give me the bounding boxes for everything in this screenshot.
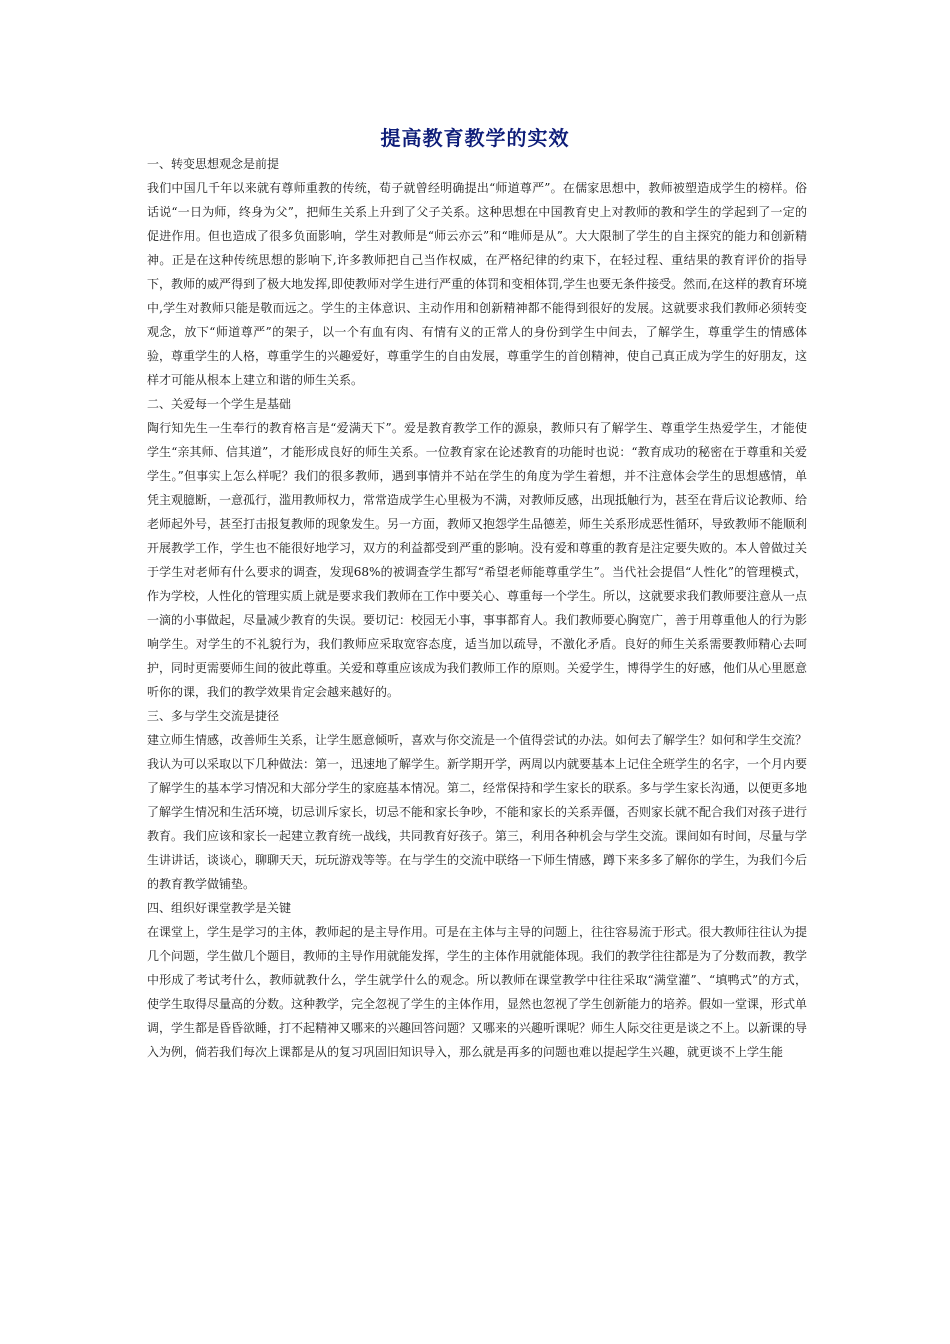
section-heading-1: 一、转变思想观念是前提 [147,157,280,171]
section-body-3: 建立师生情感，改善师生关系，让学生愿意倾听，喜欢与你交流是一个值得尝试的办法。如何去了解学生？如何和学生交流？我认为可以采取以下几种做法：第一，迅速地了解学生。新学期开学，两周以内就要基本上记住全班学生的名字，一个月内要了解学生的基本学习情况和大部分学生的家庭基本情况。第二，经常保持和学生家长的联系。多与学生家长沟通，以便更多地了解学生情况和生活环境，切忌训斥家长，切忌不能和家长争吵，不能和家长的关系弄僵，否则家长就不配合我们对孩子进行教育。我们应该和家长一起建立教育统一战线，共同教育好孩子。第三，利用各种机会与学生交流。课间如有时间，尽量与学生讲讲话，谈谈心，聊聊天天，玩玩游戏等等。在与学生的交流中联络一下师生情感，蹲下来多多了解你的学生，为我们今后的教育教学做铺垫。 [147,733,808,891]
document-title: 提高教育教学的实效 [380,126,570,150]
section-body-4: 在课堂上，学生是学习的主体，教师起的是主导作用。可是在主体与主导的问题上，往往容易流于形式。很大教师往往认为提几个问题，学生做几个题目，教师的主导作用就能发挥，学生的主体作用就能体现。我们的教学往往都是为了分数而教，教学中形成了考试考什么，教师就教什么，学生就学什么的观念。所以教师在课堂教学中往往采取“满堂灌”、“填鸭式”的方式，使学生取得尽量高的分数。这种教学，完全忽视了学生的主体作用，显然也忽视了学生创新能力的培养。假如一堂课，形式单调，学生都是昏昏欲睡，打不起精神又哪来的兴趣回答问题？又哪来的兴趣听课呢？师生人际交往更是谈之不上。以新课的导入为例，倘若我们每次上课都是从的复习巩固旧知识导入，那么就是再多的问题也难以提起学生兴趣，就更谈不上学生能 [147,925,808,1059]
section-heading-3: 三、多与学生交流是捷径 [147,709,280,723]
section-heading-4: 四、组织好课堂教学是关键 [147,901,292,915]
section-body-2: 陶行知先生一生奉行的教育格言是“爱满天下”。爱是教育教学工作的源泉，教师只有了解学生、尊重学生热爱学生，才能使学生“亲其师、信其道”，才能形成良好的师生关系。一位教育家在论述教育的功能时也说：“教育成功的秘密在于尊重和关爱学生。”但事实上怎么样呢？我们的很多教师，遇到事情并不站在学生的角度为学生着想，并不注意体会学生的思想感情，单凭主观臆断，一意孤行，滥用教师权力，常常造成学生心里极为不满，对教师反感，出现抵触行为，甚至在背后议论教师、给老师起外号，甚至打击报复教师的现象发生。另一方面，教师又抱怨学生品德差，师生关系形成恶性循环，导致教师不能顺利开展教学工作，学生也不能很好地学习，双方的利益都受到严重的影响。没有爱和尊重的教育是注定要失败的。本人曾做过关于学生对老师有什么要求的调查，发现68%的被调查学生都写“希望老师能尊重学生”。当代社会提倡“人性化”的管理模式，作为学校，人性化的管理实质上就是要求我们教师在工作中要关心、尊重每一个学生。所以，这就要求我们教师要注意从一点一滴的小事做起，尽量减少教育的失误。要切记：校园无小事，事事都育人。我们教师要心胸宽广，善于用尊重他人的行为影响学生。对学生的不礼貌行为，我们教师应采取宽容态度，适当加以疏导，不激化矛盾。良好的师生关系需要教师精心去呵护，同时更需要师生间的彼此尊重。关爱和尊重应该成为我们教师工作的原则。关爱学生，博得学生的好感，他们从心里愿意听你的课，我们的教学效果肯定会越来越好的。 [147,421,808,699]
section-body-1: 我们中国几千年以来就有尊师重教的传统，荀子就曾经明确提出“师道尊严”。在儒家思想中，教师被塑造成学生的榜样。俗话说“一日为师，终身为父”，把师生关系上升到了父子关系。这种思想在中国教育史上对教师的教和学生的学起到了一定的促进作用。但也造成了很多负面影响，学生对教师是“师云亦云”和“唯师是从”。大大限制了学生的自主探究的能力和创新精神。正是在这种传统思想的影响下,许多教师把自己当作权威，在严格纪律的约束下，在轻过程、重结果的教育评价的指导下，教师的威严得到了极大地发挥,即使教师对学生进行严重的体罚和变相体罚,学生也要无条件接受。然而,在这样的教育环境中,学生对教师只能是敬而远之。学生的主体意识、主动作用和创新精神都不能得到很好的发展。这就要求我们教师必须转变观念，放下“师道尊严”的架子，以一个有血有肉、有情有义的正常人的身份到学生中间去，了解学生，尊重学生的情感体验，尊重学生的人格，尊重学生的兴趣爱好，尊重学生的自由发展，尊重学生的首创精神，使自己真正成为学生的好朋友，这样才可能从根本上建立和谐的师生关系。 [147,181,808,387]
document-body [147,152,807,1064]
section-heading-2: 二、关爱每一个学生是基础 [147,397,292,411]
